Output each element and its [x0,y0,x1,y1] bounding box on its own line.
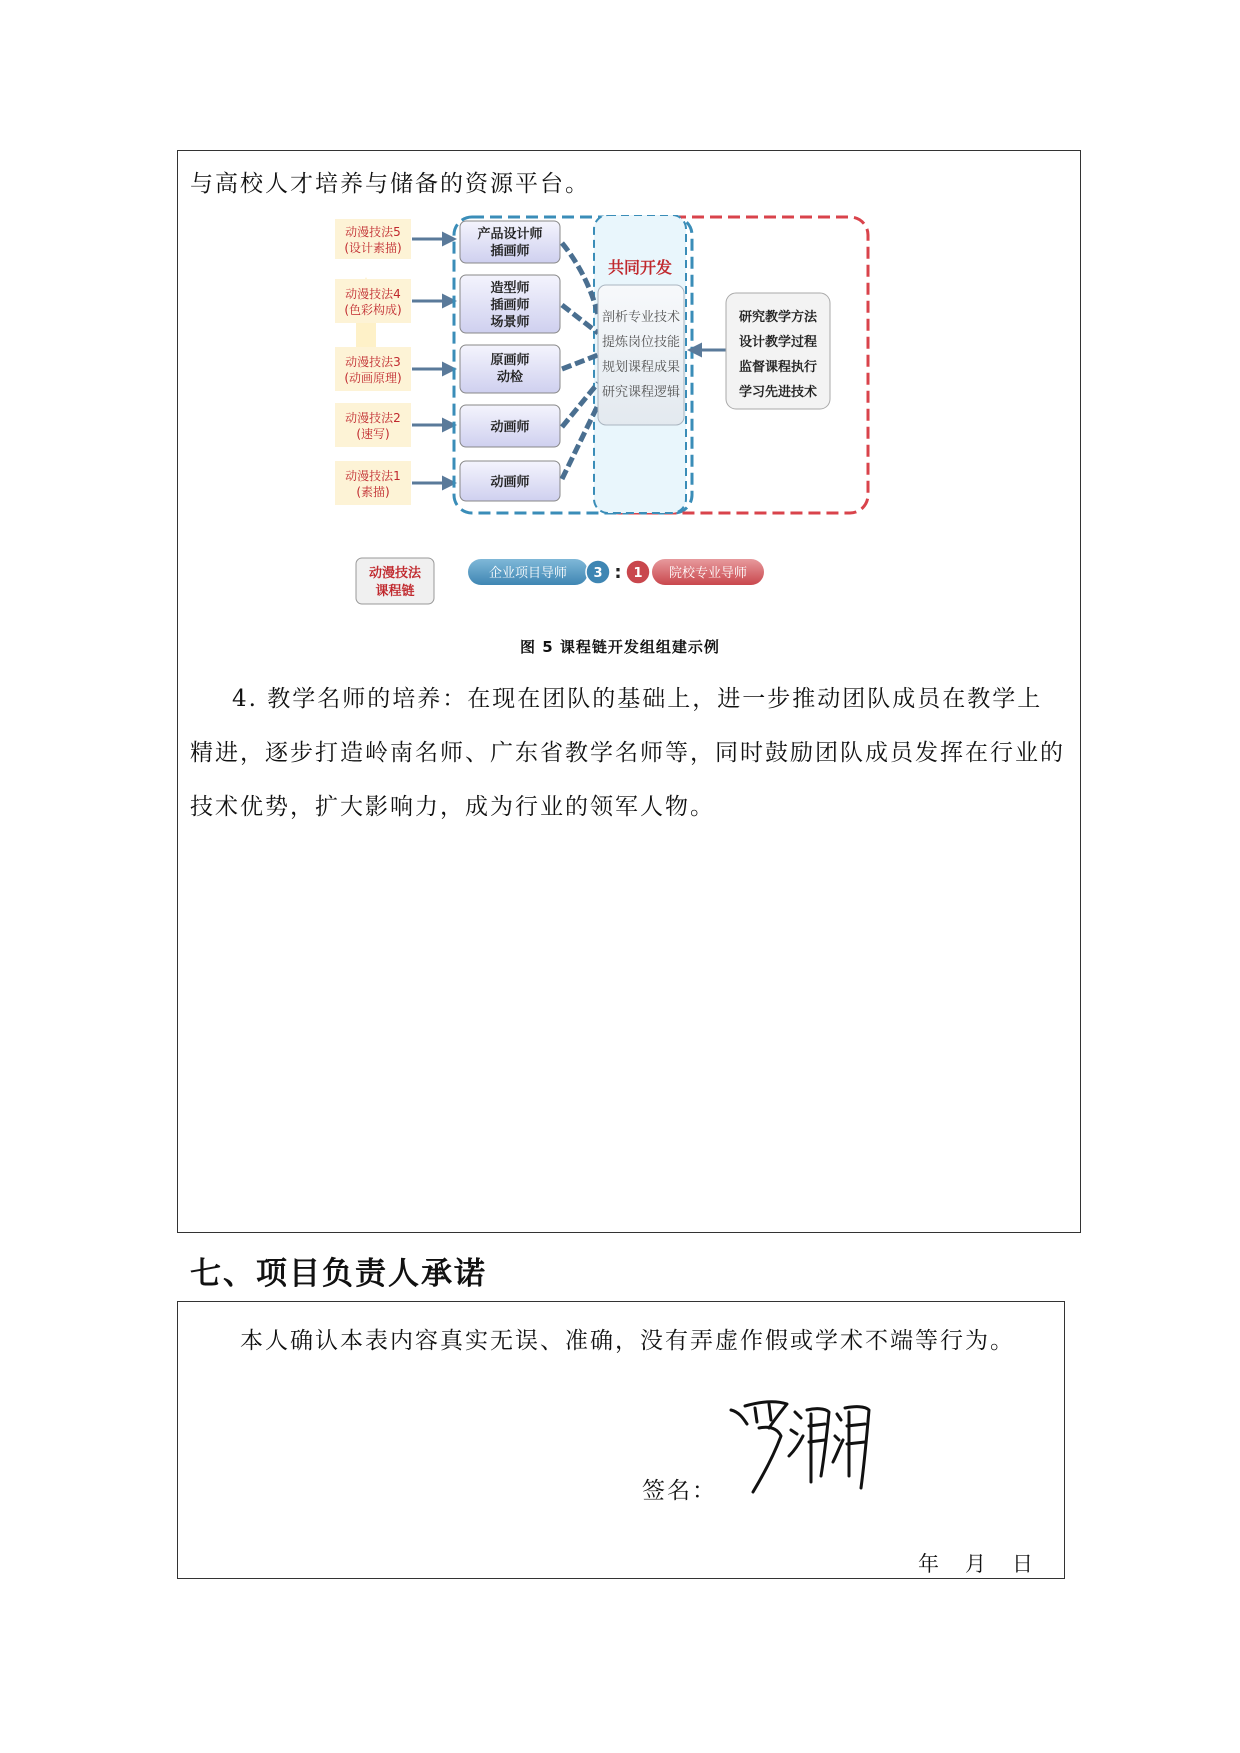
intro-tail-text: 与高校人才培养与储备的资源平台。 [190,171,590,197]
school-count: 1 [633,566,643,581]
role-5-line1: 动画师 [490,475,530,490]
signature-label: 签名： [642,1478,717,1504]
converging-arrows [562,243,598,479]
role-3-line2: 动检 [496,370,524,385]
technique-5-line1: 动漫技法5 [345,225,401,239]
center-item-4: 研究课程逻辑 [601,385,681,400]
para4-line3: 技术优势，扩大影响力，成为行业的领军人物。 [190,794,715,820]
commitment-statement: 本人确认本表内容真实无误、准确，没有弄虚作假或学术不端等行为。 [240,1328,1015,1354]
technique-column [335,219,434,604]
figure-caption: 图 5 课程链开发组组建示例 [520,638,720,656]
center-item-2: 提炼岗位技能 [601,335,681,350]
right-item-1: 研究教学方法 [738,310,818,325]
date-month: 月 [965,1552,986,1576]
role-boxes [460,221,560,501]
right-item-3: 监督课程执行 [738,360,818,375]
role-2-line3: 场景师 [490,315,530,330]
technique-1-line2: (素描) [356,485,390,499]
right-item-4: 学习先进技术 [738,385,818,400]
center-box [598,285,684,425]
handwritten-signature [725,1392,875,1502]
technique-1-line1: 动漫技法1 [345,469,401,483]
technique-4-line2: (色彩构成) [344,303,402,317]
mentor-ratio [468,559,764,585]
enterprise-count: 3 [593,566,603,581]
section-7-title: 七、项目负责人承诺 [190,1256,487,1292]
chain-label-line2: 课程链 [375,584,415,599]
school-mentor-label: 院校专业导师 [668,566,748,581]
center-item-3: 规划课程成果 [601,360,681,375]
center-item-1: 剖析专业技术 [601,310,681,325]
role-3-line1: 原画师 [490,353,530,368]
chain-label-line1: 动漫技法 [368,566,422,581]
left-arrows [412,239,454,483]
para4-line2: 精进，逐步打造岭南名师、广东省教学名师等，同时鼓励团队成员发挥在行业的 [190,740,1065,766]
date-year: 年 [918,1552,939,1576]
technique-3-line2: (动画原理) [344,371,402,385]
date-day: 日 [1012,1552,1033,1576]
center-title: 共同开发 [607,258,673,277]
date-line [918,1548,1033,1578]
technique-2-line1: 动漫技法2 [345,411,401,425]
technique-5-line2: (设计素描) [344,241,402,255]
role-2-line1: 造型师 [490,281,530,296]
para4-line1: 4. 教学名师的培养：在现在团队的基础上，进一步推动团队成员在教学上 [232,686,1043,712]
role-4-line1: 动画师 [490,420,530,435]
technique-2-line2: (速写) [356,427,390,441]
course-chain-diagram [330,215,870,615]
ratio-separator: : [614,562,622,583]
enterprise-mentor-label: 企业项目导师 [488,566,568,581]
role-2-line2: 插画师 [490,298,530,313]
technique-3-line1: 动漫技法3 [345,355,401,369]
role-1-line1: 产品设计师 [477,227,543,242]
role-1-line2: 插画师 [490,244,530,259]
technique-4-line1: 动漫技法4 [345,287,401,301]
right-item-2: 设计教学过程 [738,335,818,350]
